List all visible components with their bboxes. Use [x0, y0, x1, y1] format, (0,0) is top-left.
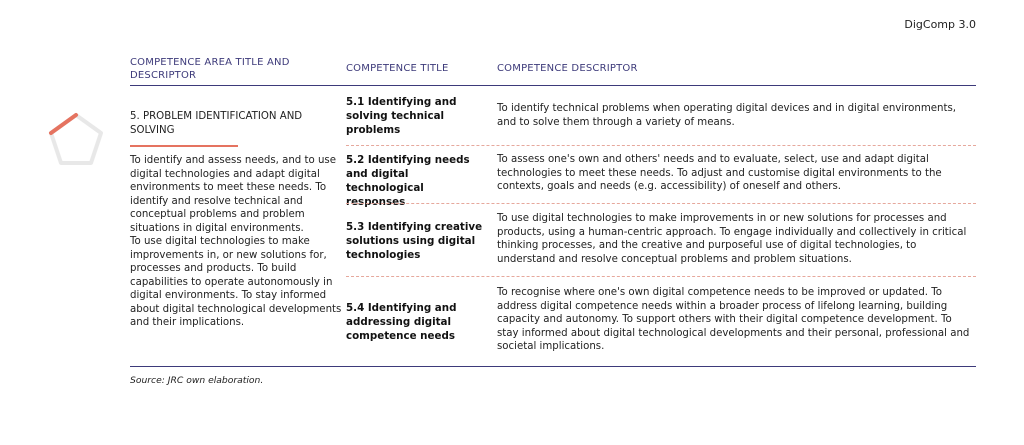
area-description-paragraph: To identify and assess needs, and to use digital technologies and adapt digital environments to meet these needs. To identify and resolve technical and conceptual problems and problem situations in digital environments. [130, 155, 337, 234]
header-competence-descriptor: COMPETENCE DESCRIPTOR [497, 63, 638, 74]
competence-descriptor: To recognise where one's own digital competence needs to be improved or updated. To address digital competence needs within a broader process of lifelong learning, building capacity and autonomy. To support others with their digital competence development. To stay informed about digital technological developments and their personal, professional and societal implications. [497, 287, 970, 352]
area-title-underline [130, 145, 238, 147]
table-bottom-rule [130, 366, 976, 367]
competence-title: 5.3 Identifying creative solutions using digital technologies [346, 221, 483, 261]
header-competence-title: COMPETENCE TITLE [346, 63, 449, 74]
row-divider [346, 276, 976, 277]
competence-descriptor: To identify technical problems when operating digital devices and in digital environments, and to solve them through a variety of means. [497, 103, 957, 128]
competence-descriptor: To use digital technologies to make improvements in or new solutions for processes and products, using a human-centric approach. To engage individually and collectively in critical thinking processes, and the creative and purposeful use of digital technologies, to understand and resolve conceptual problems and problem situations. [497, 213, 967, 265]
competence-title: 5.4 Identifying and addressing digital competence needs [346, 302, 457, 342]
header-area: COMPETENCE AREA TITLE AND DESCRIPTOR [130, 57, 290, 81]
row-divider [346, 203, 976, 204]
area-title: 5. PROBLEM IDENTIFICATION AND SOLVING [130, 111, 303, 136]
competence-title: 5.2 Identifying needs and digital technological responses [346, 154, 470, 208]
competence-title: 5.1 Identifying and solving technical problems [346, 96, 457, 136]
pentagon-icon [48, 112, 104, 166]
header-rule [130, 85, 976, 86]
row-divider [346, 145, 976, 146]
area-description-paragraph: To use digital technologies to make improvements in, or new solutions for, processes and products. To build capabilities to operate autonomously in digital environments. To stay informed about digital technological developments and their implications. [130, 236, 342, 328]
document-label: DigComp 3.0 [904, 18, 976, 31]
area-description [130, 154, 342, 330]
source-note: Source: JRC own elaboration. [130, 375, 264, 386]
competence-descriptor: To assess one's own and others' needs and to evaluate, select, use and adapt digital technologies to meet these needs. To adjust and customise digital environments to the contexts, goals and needs (e.g. accessibility) of oneself and others. [497, 154, 942, 192]
